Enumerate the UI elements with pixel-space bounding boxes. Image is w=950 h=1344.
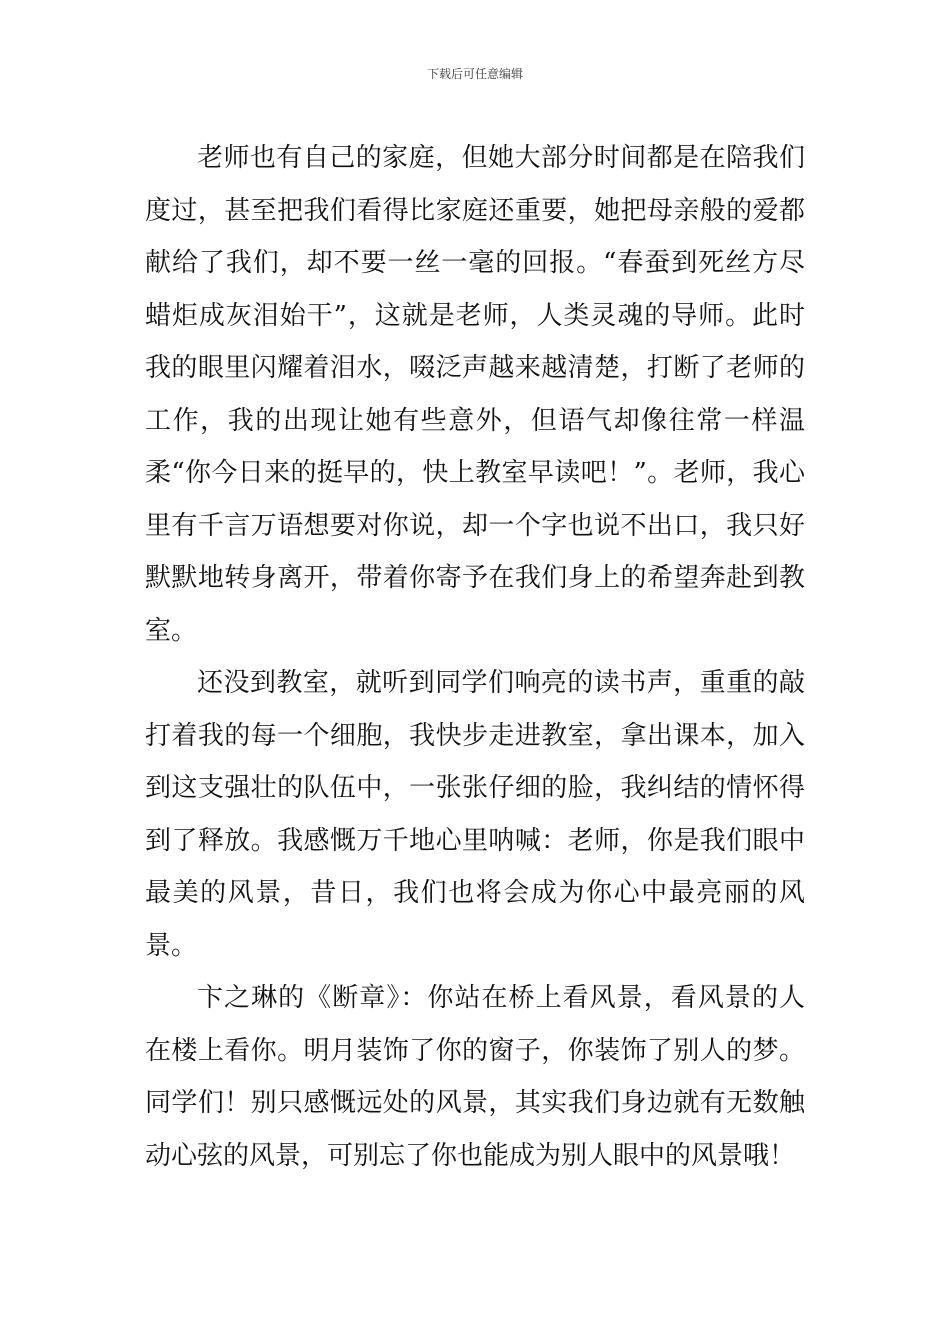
paragraph: 还没到教室，就听到同学们响亮的读书声，重重的敲打着我的每一个细胞，我快步走进教室，拿出课本，加入到这支强壮的队伍中，一张张仔细的脸，我纠结的情怀得到了释放。我感慨万千地心里呐喊：老师，你是我们眼中最美的风景，昔日，我们也将会成为你心中最亮丽的风景。 [145, 668, 805, 961]
page-header: 下载后可任意编辑 [426, 67, 523, 81]
paragraph: 卞之琳的《断章》：你站在桥上看风景，看风景的人在楼上看你。明月装饰了你的窗子，你装饰了别人的梦。同学们！别只感慨远处的风景，其实我们身边就有无数触动心弦的风景，可别忘了你也能成为别人眼中的风景哦！ [145, 983, 805, 1171]
document-body [145, 132, 805, 1182]
paragraph: 老师也有自己的家庭，但她大部分时间都是在陪我们度过，甚至把我们看得比家庭还重要，她把母亲般的爱都献给了我们，却不要一丝一毫的回报。“春蚕到死丝方尽蜡炬成灰泪始干”，这就是老师，人类灵魂的导师。此时我的眼里闪耀着泪水，啜泛声越来越清楚，打断了老师的工作，我的出现让她有些意外，但语气却像往常一样温柔“你今日来的挺早的，快上教室早读吧！”。老师，我心里有千言万语想要对你说，却一个字也说不出口，我只好默默地转身离开，带着你寄予在我们身上的希望奔赴到教室。 [145, 143, 805, 646]
